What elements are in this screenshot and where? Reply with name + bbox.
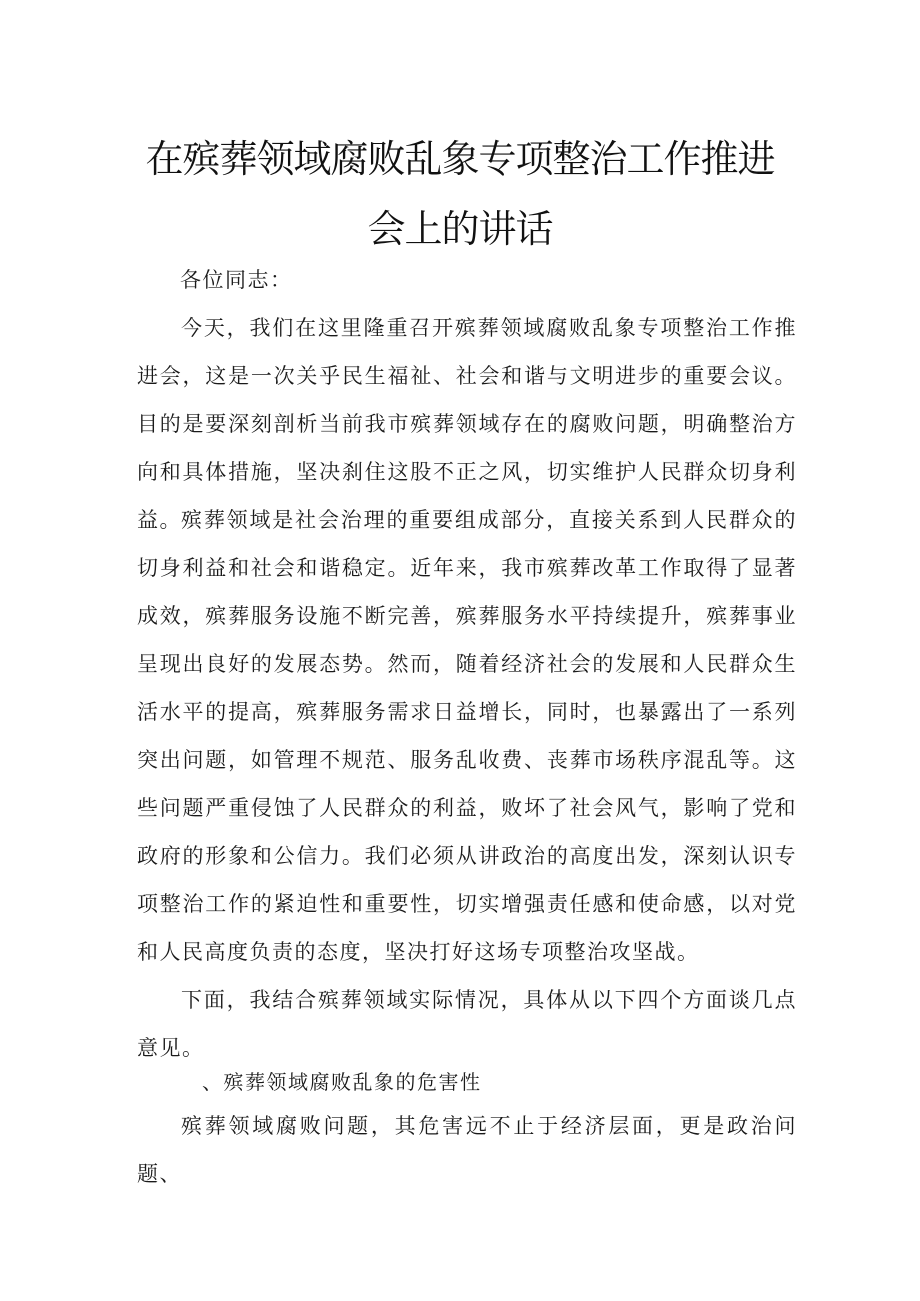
document-title-line-2: 会上的讲话 bbox=[367, 207, 553, 251]
paragraph-section-body: 殡葬领域腐败问题，其危害远不止于经济层面，更是政治问题、 bbox=[137, 1114, 797, 1186]
salutation: 各位同志： bbox=[180, 268, 293, 292]
paragraph-transition: 下面，我结合殡葬领域实际情况，具体从以下四个方面谈几点意见。 bbox=[137, 988, 797, 1060]
section-heading: 、殡葬领域腐败乱象的危害性 bbox=[202, 1070, 482, 1094]
paragraph-background: 殡葬领域是社会治理的重要组成部分，直接关系到人民群众的切身利益和社会和谐稳定。近年来，我市殡葬改革工作取得了显著成效，殡葬服务设施不断完善，殡葬服务水平持续提升，殡葬事业呈现出良好的发展态势。然而，随着经济社会的发展和人民群众生活水平的提高，殡葬服务需求日益增长，同时，也暴露出了一系列突出问题，如管理不规范、服务乱收费、丧葬市场秩序混乱等。这些问题严重侵蚀了人民群众的利益，败坏了社会风气，影响了党和政府的形象和公信力。我们必须从讲政治的高度出发，深刻认识专项整治工作的紧迫性和重要性，切实增强责任感和使命感，以对党和人民高度负责的态度，坚决打好这场专项整治攻坚战。 bbox=[137, 508, 797, 964]
document-title-line-1: 在殡葬领域腐败乱象专项整治工作推进 bbox=[145, 137, 775, 181]
paragraph-opening: 今天，我们在这里隆重召开殡葬领域腐败乱象专项整治工作推进会，这是一次关乎民生福祉、社会和谐与文明进步的重要会议。目的是要深刻剖析当前我市殡葬领域存在的腐败问题，明确整治方向和具体措施，坚决刹住这股不正之风，切实维护人民群众切身利益。 bbox=[137, 316, 797, 532]
